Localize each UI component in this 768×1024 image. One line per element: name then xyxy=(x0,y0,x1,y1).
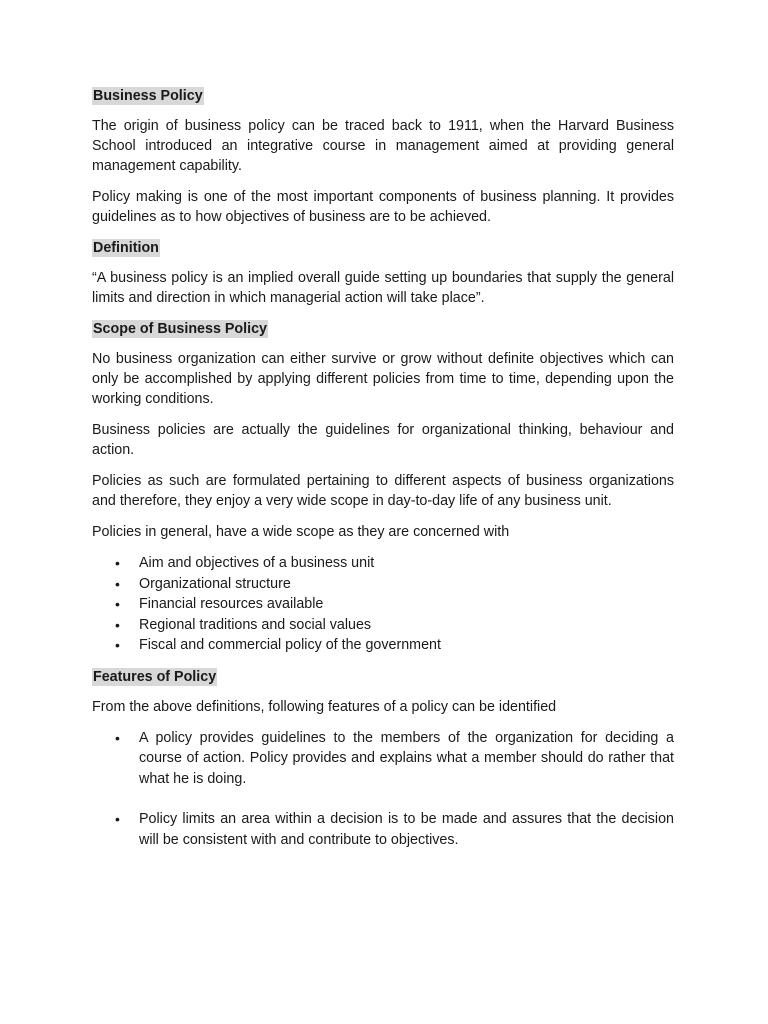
list-item xyxy=(92,553,674,574)
bullet-icon: • xyxy=(115,555,120,571)
features-bullet-list xyxy=(92,728,674,851)
list-item xyxy=(92,574,674,595)
bullet-icon: • xyxy=(115,729,120,746)
paragraph-scope-formulated: Policies as such are formulated pertaining to different aspects of business organizations and therefore, they enjoy a very wide scope in day-to-day life of any business unit. xyxy=(92,473,674,509)
list-item xyxy=(92,615,674,636)
paragraph-scope-objectives: No business organization can either survive or grow without definite objectives which can only be accomplished by applying different policies from time to time, depending upon the working conditions. xyxy=(92,351,674,407)
paragraph-features-intro: From the above definitions, following features of a policy can be identified xyxy=(92,698,557,715)
list-item-text: Organizational structure xyxy=(139,575,291,592)
list-item-text: Fiscal and commercial policy of the government xyxy=(139,637,441,653)
list-item-text: Aim and objectives of a business unit xyxy=(139,555,375,571)
list-item xyxy=(92,728,674,790)
heading-business-policy-text: Business Policy xyxy=(93,88,203,104)
bullet-icon: • xyxy=(115,575,120,592)
paragraph-origin: The origin of business policy can be traced back to 1911, when the Harvard Business School introduced an integrative course in management aimed at providing general management capability. xyxy=(92,118,674,174)
heading-definition xyxy=(92,238,674,258)
bullet-icon: • xyxy=(115,616,120,633)
list-item xyxy=(92,594,674,615)
paragraph-scope-general: Policies in general, have a wide scope as they are concerned with xyxy=(92,524,510,540)
bullet-icon: • xyxy=(115,596,120,612)
scope-bullet-list xyxy=(92,553,674,656)
heading-scope-text: Scope of Business Policy xyxy=(93,321,267,337)
heading-features-text: Features of Policy xyxy=(93,668,217,685)
heading-scope xyxy=(92,319,674,339)
paragraph-definition-quote: “A business policy is an implied overall guide setting up boundaries that supply the general limits and direction in which managerial action will take place”. xyxy=(92,270,674,306)
document-page xyxy=(92,86,674,861)
paragraph-scope-guidelines: Business policies are actually the guidelines for organizational thinking, behaviour and action. xyxy=(92,422,674,458)
list-item xyxy=(92,809,674,850)
heading-features xyxy=(92,667,674,687)
bullet-icon: • xyxy=(115,637,120,653)
heading-business-policy xyxy=(92,86,674,106)
bullet-icon: • xyxy=(115,811,120,827)
heading-definition-text: Definition xyxy=(93,240,159,256)
list-item-text: Policy limits an area within a decision is to be made and assures that the decision will be consistent with and contribute to objectives. xyxy=(139,811,674,848)
list-item-text: Financial resources available xyxy=(139,596,324,612)
paragraph-policy-making: Policy making is one of the most important components of business planning. It provides guidelines as to how objectives of business are to be achieved. xyxy=(92,189,674,225)
list-item-text: A policy provides guidelines to the members of the organization for deciding a course of action. Policy provides and explains what a member should do rather that what he is doing. xyxy=(139,729,674,787)
list-item-text: Regional traditions and social values xyxy=(139,616,372,633)
list-item xyxy=(92,635,674,656)
